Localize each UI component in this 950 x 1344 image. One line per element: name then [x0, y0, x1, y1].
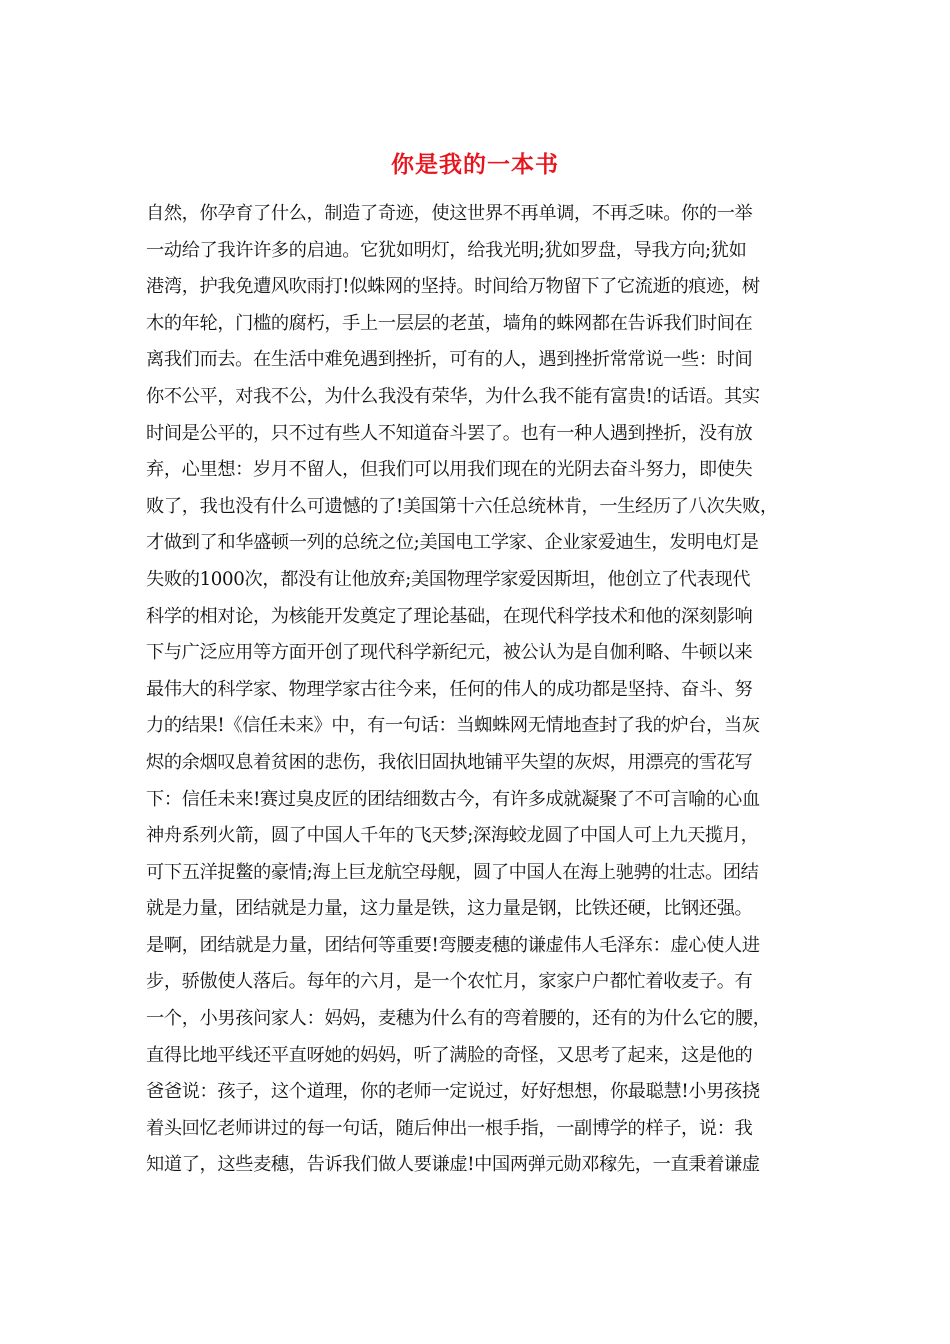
body-line: 神舟系列火箭，圆了中国人千年的飞天梦;深海蛟龙圆了中国人可上九天揽月，: [146, 825, 759, 847]
body-line: 下与广泛应用等方面开创了现代科学新纪元，被公认为是自伽利略、牛顿以来: [146, 642, 753, 664]
body-line: 步，骄傲使人落后。每年的六月，是一个农忙月，家家户户都忙着收麦子。有: [146, 971, 753, 993]
body-line: 离我们而去。在生活中难免遇到挫折，可有的人，遇到挫折常常说一些：时间: [146, 349, 753, 371]
body-line: 直得比地平线还平直呀她的妈妈，听了满脸的奇怪，又思考了起来，这是他的: [146, 1044, 753, 1066]
body-line: 自然，你孕育了什么，制造了奇迹，使这世界不再单调，不再乏味。你的一举: [146, 203, 753, 224]
body-line: 弃，心里想：岁月不留人，但我们可以用我们现在的光阴去奋斗努力，即使失: [146, 459, 753, 481]
body-line: 着头回忆老师讲过的每一句话，随后伸出一根手指，一副博学的样子，说：我: [146, 1117, 753, 1139]
body-line: 下：信任未来!赛过臭皮匠的团结细数古今，有许多成就凝聚了不可言喻的心血: [146, 788, 760, 810]
body-line: 科学的相对论，为核能开发奠定了理论基础，在现代科学技术和他的深刻影响: [146, 605, 753, 627]
body-line: 就是力量，团结就是力量，这力量是铁，这力量是钢，比铁还硬，比钢还强。: [146, 898, 753, 920]
body-line: 一动给了我许许多的启迪。它犹如明灯，给我光明;犹如罗盘，导我方向;犹如: [146, 239, 747, 261]
body-line: 失败的1000次，都没有让他放弃;美国物理学家爱因斯坦，他创立了代表现代: [146, 568, 751, 590]
body-line: 港湾，护我免遭风吹雨打!似蛛网的坚持。时间给万物留下了它流逝的痕迹，树: [146, 276, 760, 298]
body-line: 爸爸说：孩子，这个道理，你的老师一定说过，好好想想，你最聪慧!小男孩挠: [146, 1081, 760, 1103]
body-line: 是啊，团结就是力量，团结何等重要!弯腰麦穗的谦虚伟人毛泽东：虚心使人进: [146, 934, 760, 956]
body-line: 最伟大的科学家、物理学家古往今来，任何的伟人的成功都是坚持、奋斗、努: [146, 678, 753, 700]
body-line: 败了，我也没有什么可遗憾的了!美国第十六任总统林肯，一生经历了八次失败，: [146, 495, 778, 517]
body-line: 一个，小男孩问家人：妈妈，麦穗为什么有的弯着腰的，还有的为什么它的腰，: [146, 1008, 771, 1030]
body-line: 知道了，这些麦穗，告诉我们做人要谦虚!中国两弹元勋邓稼先，一直秉着谦虚: [146, 1154, 760, 1176]
body-line: 可下五洋捉鳖的豪情;海上巨龙航空母舰，圆了中国人在海上驰骋的壮志。团结: [146, 861, 759, 883]
body-line: 你不公平，对我不公，为什么我没有荣华，为什么我不能有富贵!的话语。其实: [146, 385, 760, 407]
document-body: [146, 196, 826, 1184]
document-title: 你是我的一本书: [391, 151, 559, 178]
body-line: 才做到了和华盛顿一列的总统之位;美国电工学家、企业家爱迪生，发明电灯是: [146, 532, 759, 554]
body-line: 力的结果!《信任未来》中，有一句话：当蜘蛛网无情地查封了我的炉台，当灰: [146, 715, 760, 737]
body-line: 时间是公平的，只不过有些人不知道奋斗罢了。也有一种人遇到挫折，没有放: [146, 422, 753, 444]
body-line: 木的年轮，门槛的腐朽，手上一层层的老茧，墙角的蛛网都在告诉我们时间在: [146, 312, 753, 334]
body-line: 烬的余烟叹息着贫困的悲伤，我依旧固执地铺平失望的灰烬，用漂亮的雪花写: [146, 751, 753, 773]
